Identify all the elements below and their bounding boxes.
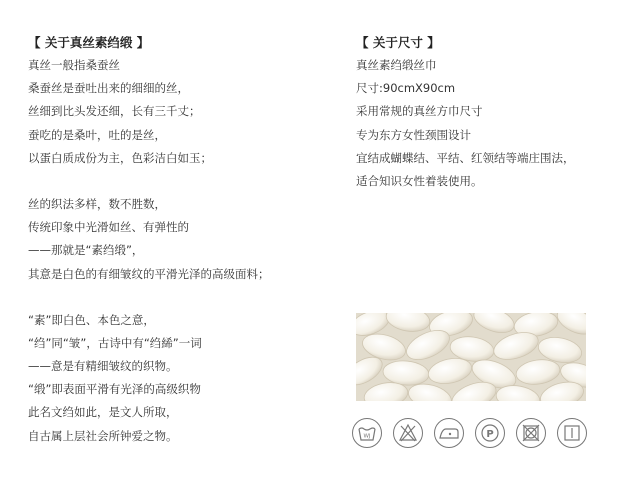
intro-line: 此名文绉如此，是文人所取， (28, 405, 178, 420)
intro-line: 以蛋白质成份为主，色彩洁白如玉； (28, 150, 212, 165)
intro-line: ——那就是“素绉缎”， (28, 243, 144, 258)
intro-line: 丝的织法多样，数不胜数， (28, 196, 166, 211)
silk-cocoon-photo (356, 313, 586, 401)
dry-clean-label: P (486, 429, 494, 440)
do-not-tumble-dry-icon (516, 418, 546, 448)
hand-wash-label: WJ (363, 433, 371, 440)
intro-line: 丝细到比头发还细，长有三千丈； (28, 104, 201, 119)
intro-line: “缎”即表面平滑有光泽的高级织物 (28, 382, 201, 397)
intro-line: 蚕吃的是桑叶，吐的是丝， (28, 127, 166, 142)
intro-line: 桑蚕丝是蚕吐出来的细细的丝， (28, 81, 189, 96)
size-line: 采用常规的真丝方巾尺寸 (356, 104, 483, 119)
paragraph-gap (28, 172, 328, 195)
intro-line: 传统印象中光滑如丝、有弹性的 (28, 220, 189, 235)
intro-line: ——意是有精细皱纹的织物。 (28, 359, 178, 374)
dry-clean-p-icon (475, 418, 505, 448)
intro-line: 真丝一般指桑蚕丝 (28, 58, 120, 72)
intro-line: 自古属上层社会所钟爱之物。 (28, 428, 178, 443)
cocoon-illustration (356, 313, 586, 401)
size-line: 真丝素绉缎丝巾 (356, 58, 437, 72)
size-line: 宜结成蝴蝶结、平结、红领结等端庄围法， (356, 150, 575, 165)
paragraph-gap (28, 288, 328, 311)
size-line: 适合知识女性着装使用。 (356, 173, 483, 188)
iron-low-icon (434, 418, 464, 448)
size-info-column (356, 34, 618, 195)
care-symbols-row (352, 418, 592, 452)
size-line: 专为东方女性颈围设计 (356, 127, 471, 142)
size-line: 尺寸:90cmX90cm (356, 81, 456, 96)
size-heading: 【 关于尺寸 】 (356, 35, 440, 50)
hand-wash-icon (352, 418, 382, 448)
intro-line: “绉”同“皱”，古诗中有“绉絺”一词 (28, 335, 202, 350)
intro-line: “素”即白色、本色之意， (28, 312, 155, 327)
silk-intro-column (28, 34, 328, 450)
silk-intro-heading: 【 关于真丝素绉缎 】 (28, 35, 150, 50)
intro-line: 其意是白色的有细皱纹的平滑光泽的高级面料； (28, 266, 270, 281)
do-not-bleach-icon (393, 418, 423, 448)
line-dry-icon (557, 418, 587, 448)
